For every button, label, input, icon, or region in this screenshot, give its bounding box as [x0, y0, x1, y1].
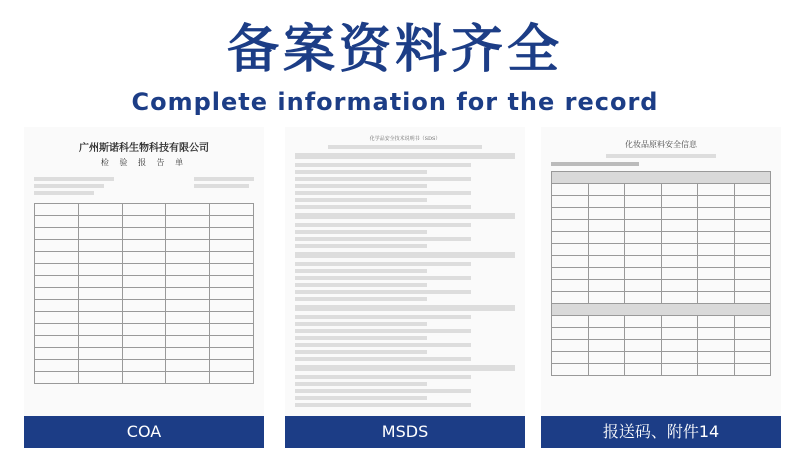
submission-table: [551, 171, 771, 376]
submission-document-title: 化妆品原料安全信息: [625, 140, 697, 149]
msds-card: [285, 127, 525, 448]
page-title: 备案资料齐全: [226, 20, 563, 80]
coa-label: COA: [24, 416, 264, 448]
page-subtitle: Complete information for the record: [131, 88, 659, 116]
submission-code-card: [541, 127, 781, 448]
msds-label: MSDS: [285, 416, 525, 448]
coa-document-subtitle: 检 验 报 告 单: [100, 158, 188, 167]
coa-document-title: 广州斯诺科生物科技有限公司: [79, 143, 209, 154]
coa-card: [24, 127, 264, 448]
submission-document-image: [541, 127, 781, 416]
msds-document-image: [285, 127, 525, 416]
msds-document-title: 化学品安全技术说明书（SDS）: [369, 136, 441, 142]
coa-document-image: [24, 127, 264, 416]
coa-table: [34, 203, 254, 384]
coa-meta: [34, 174, 254, 198]
submission-label: 报送码、附件14: [541, 416, 781, 448]
